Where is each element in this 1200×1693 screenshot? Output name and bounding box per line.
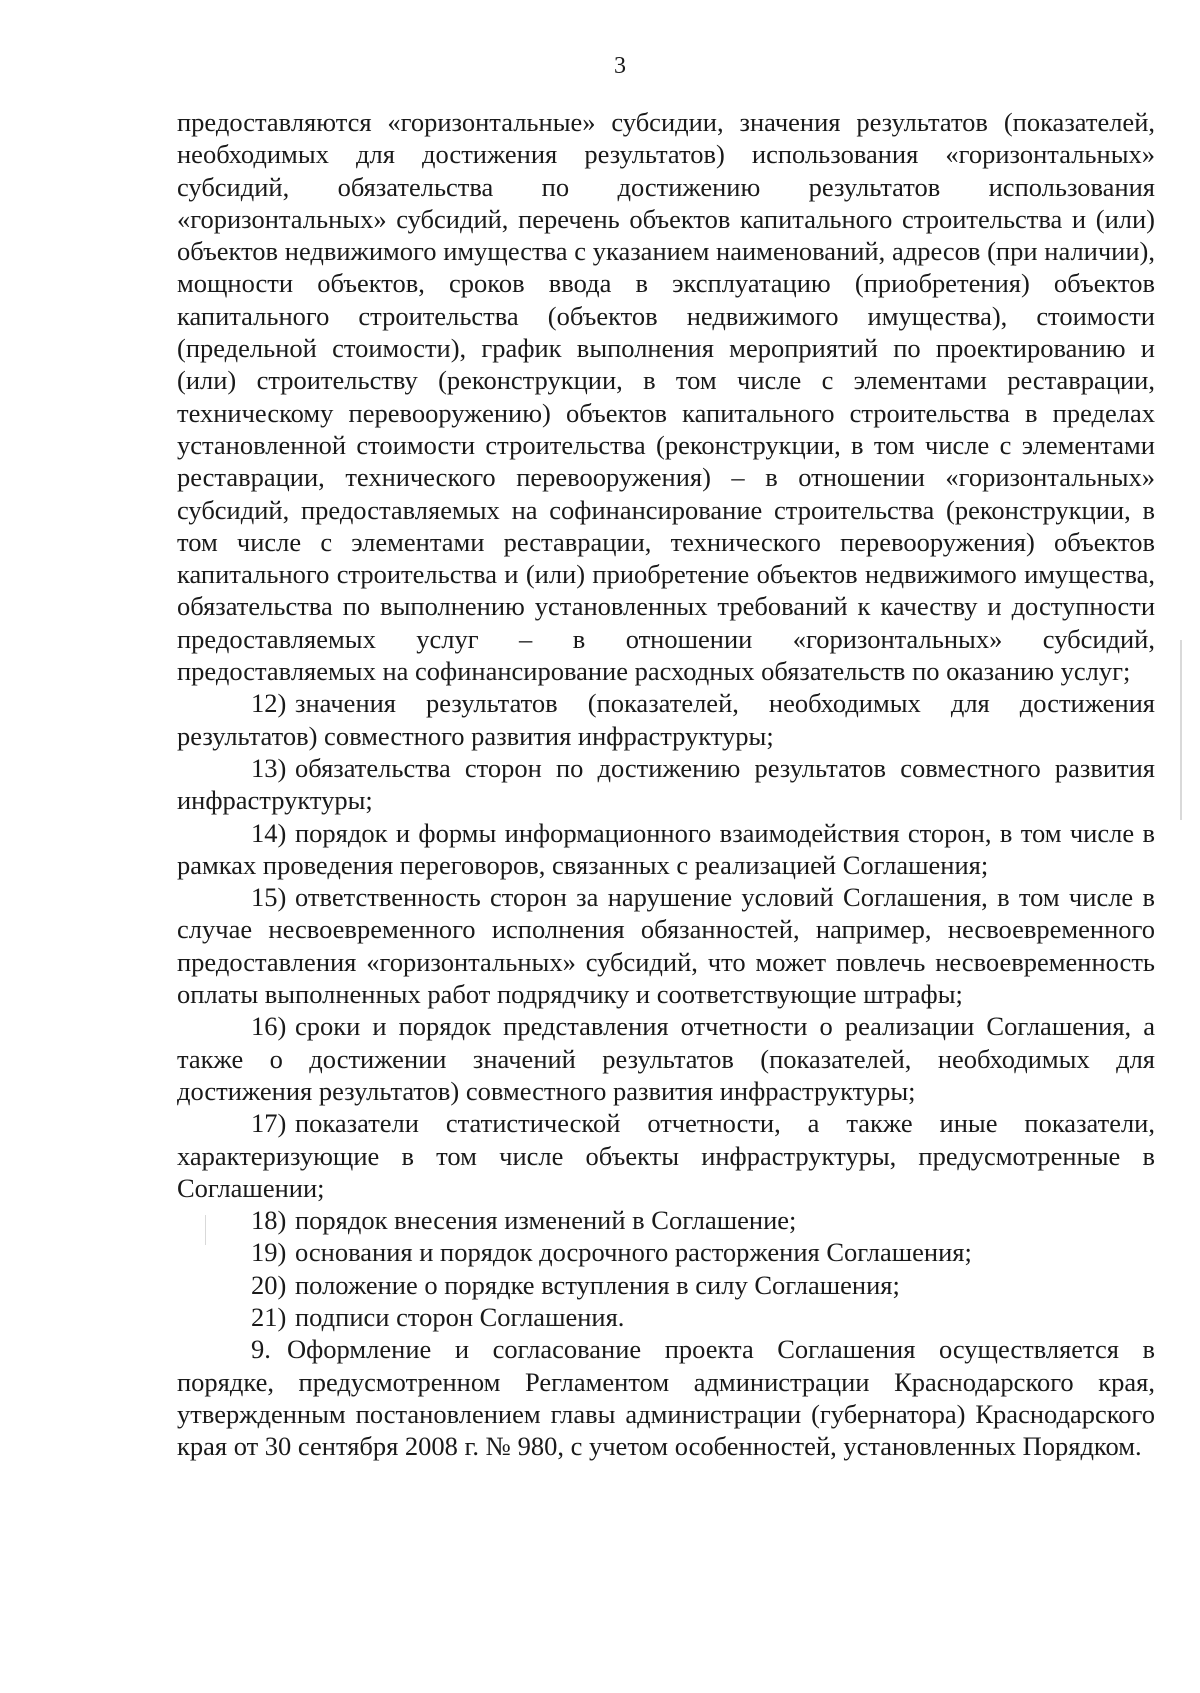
page-number: 3 <box>614 53 626 79</box>
item-text: положение о порядке вступления в силу Соглашения; <box>295 1269 900 1300</box>
item-number: 18) <box>251 1205 287 1236</box>
item-text: основания и порядок досрочного расторжения Соглашения; <box>295 1237 972 1268</box>
item-text: подписи сторон Соглашения. <box>295 1301 625 1332</box>
section-number: 9. <box>251 1334 271 1365</box>
list-item-17 <box>177 1107 1155 1204</box>
item-number: 14) <box>251 817 287 848</box>
list-item-20 <box>177 1269 1155 1301</box>
list-item-21 <box>177 1301 1155 1333</box>
item-text: значения результатов (показателей, необходимых для достижения результатов) совместного развития инфраструктуры; <box>177 688 1155 751</box>
document-body <box>177 106 1155 1462</box>
section-text: Оформление и согласование проекта Соглашения осуществляется в порядке, предусмотренном Регламентом администрации Краснодарского края, утвержденным постановлением главы администрации (губернатора) Краснодарского края от 30 сентября 2008 г. № 980, с учетом особенностей, установленных Порядком. <box>177 1334 1155 1462</box>
list-item-19 <box>177 1236 1155 1268</box>
list-item-13 <box>177 752 1155 817</box>
item-number: 21) <box>251 1301 287 1332</box>
list-item-16 <box>177 1010 1155 1107</box>
item-text: обязательства сторон по достижению результатов совместного развития инфраструктуры; <box>177 752 1155 816</box>
item-text: сроки и порядок представления отчетности о реализации Соглашения, а также о достижении значений результатов (показателей, необходимых для достижения результатов) совместного развития инфраструктуры; <box>177 1011 1155 1106</box>
item-text: порядок внесения изменений в Соглашение; <box>295 1205 797 1236</box>
item-number: 16) <box>251 1011 287 1042</box>
list-item-12 <box>177 687 1155 752</box>
list-item-15 <box>177 881 1155 1010</box>
item-text: показатели статистической отчетности, а также иные показатели, характеризующие в том числе объекты инфраструктуры, предусмотренные в Соглашении; <box>177 1108 1155 1203</box>
item-number: 15) <box>251 882 287 913</box>
section-9-paragraph <box>177 1333 1155 1462</box>
item-number: 13) <box>251 752 287 783</box>
list-item-18 <box>177 1204 1155 1236</box>
scan-margin-mark <box>1180 640 1182 820</box>
item-text: порядок и формы информационного взаимодействия сторон, в том числе в рамках проведения переговоров, связанных с реализацией Соглашения; <box>177 817 1155 880</box>
item-number: 12) <box>251 688 287 719</box>
list-item-14 <box>177 817 1155 882</box>
item-number: 19) <box>251 1237 287 1268</box>
item-number: 17) <box>251 1108 287 1139</box>
continuation-paragraph: предоставляются «горизонтальные» субсидии, значения результатов (показателей, необходимых для достижения результатов) использования «горизонтальных» субсидий, обязательства по достижению результатов использования «горизонтальных» субсидий, перечень объектов капитального строительства и (или) объектов недвижимого имущества с указанием наименований, адресов (при наличии), мощности объектов, сроков ввода в эксплуатацию (приобретения) объектов капитального строительства (объектов недвижимого имущества), стоимости (предельной стоимости), график выполнения мероприятий по проектированию и (или) строительству (реконструкции, в том числе с элементами реставрации, техническому перевооружению) объектов капитального строительства в пределах установленной стоимости строительства (реконструкции, в том числе с элементами реставрации, технического перевооружения) – в отношении «горизонтальных» субсидий, предоставляемых на софинансирование строительства (реконструкции, в том числе с элементами реставрации, технического перевооружения) объектов капитального строительства и (или) приобретение объектов недвижимого имущества, обязательства по выполнению установленных требований к качеству и доступности предоставляемых услуг – в отношении «горизонтальных» субсидий, предоставляемых на софинансирование расходных обязательств по оказанию услуг; <box>177 107 1155 687</box>
item-text: ответственность сторон за нарушение условий Соглашения, в том числе в случае несвоевременного исполнения обязанностей, например, несвоевременного предоставления «горизонтальных» субсидий, что может повлечь несвоевременность оплаты выполненных работ подрядчику и соответствующие штрафы; <box>177 882 1155 1010</box>
item-number: 20) <box>251 1269 287 1300</box>
